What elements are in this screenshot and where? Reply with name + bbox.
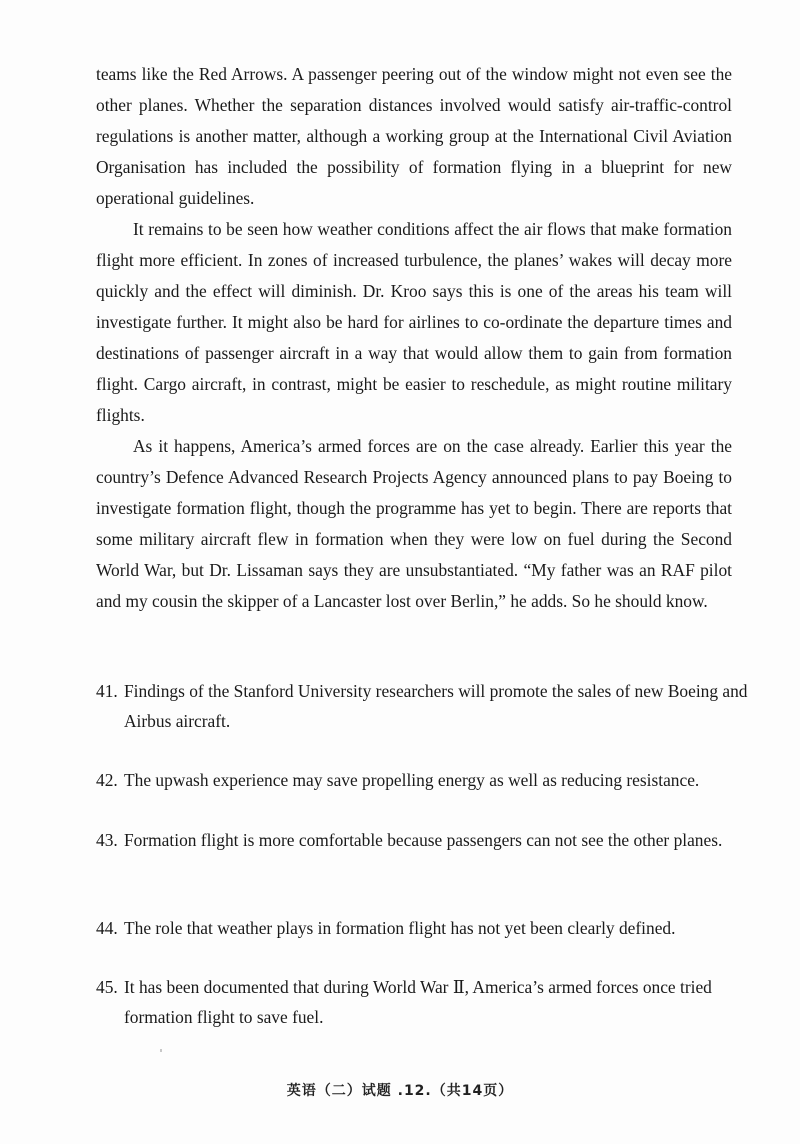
question-number: 45.: [96, 977, 118, 997]
question-42: [96, 765, 760, 795]
page-footer: 英语（二）试题 .12.（共14页）: [286, 1083, 514, 1099]
question-44: [96, 913, 760, 943]
passage-paragraph-3: As it happens, America’s armed forces are on the case already. Earlier this year the country’s Defence Advanced Research Projects Agency announced plans to pay Boeing to investigate formation flight, though the programme has yet to begin. There are reports that some military aircraft flew in formation when they were low on fuel during the Second World War, but Dr. Lissaman says they are unsubstantiated. “My father was an RAF pilot and my cousin the skipper of a Lancaster lost over Berlin,” he adds. So he should know.: [96, 436, 732, 611]
passage-paragraph-2: It remains to be seen how weather conditions affect the air flows that make formation flight more efficient. In zones of increased turbulence, the planes’ wakes will decay more quickly and the effect will diminish. Dr. Kroo says this is one of the areas his team will investigate further. It might also be hard for airlines to co-ordinate the departure times and destinations of passenger aircraft in a way that would allow them to gain from formation flight. Cargo aircraft, in contrast, might be easier to reschedule, as might routine military flights.: [96, 219, 732, 425]
question-text: The role that weather plays in formation flight has not yet been clearly defined.: [124, 918, 676, 938]
question-43: [96, 825, 760, 855]
question-text: Findings of the Stanford University researchers will promote the sales of new Boeing and Airbus aircraft.: [124, 681, 748, 731]
question-number: 42.: [96, 770, 118, 790]
question-number: 41.: [96, 681, 118, 701]
question-text: Formation flight is more comfortable because passengers can not see the other planes.: [124, 830, 723, 850]
question-text: The upwash experience may save propelling energy as well as reducing resistance.: [124, 770, 700, 790]
question-number: 43.: [96, 830, 118, 850]
question-number: 44.: [96, 918, 118, 938]
question-text: It has been documented that during World War Ⅱ, America’s armed forces once tried formation flight to save fuel.: [124, 977, 712, 1027]
question-45: [96, 972, 760, 1032]
passage-paragraph-1: teams like the Red Arrows. A passenger peering out of the window might not even see the other planes. Whether the separation distances involved would satisfy air-traffic-control regulations is another matter, although a working group at the International Civil Aviation Organisation has included the possibility of formation flying in a blueprint for new operational guidelines.: [96, 64, 732, 208]
scan-speck: [160, 1049, 162, 1052]
question-41: [96, 676, 760, 736]
